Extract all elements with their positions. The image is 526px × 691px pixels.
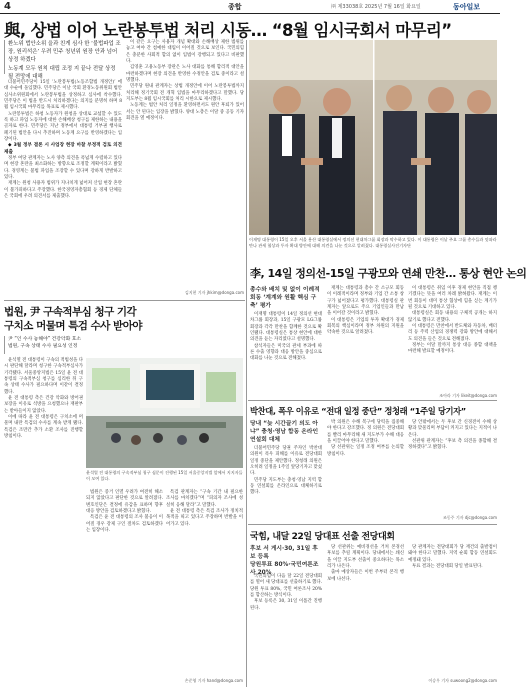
paragraph: 노동계는 법안 처리 일정을 환영하면서도 원안 후퇴가 있어서는 안 된다는 입장을 밝혔다. 양대 노총은 이달 중 공동 기자회견을 열 예정이다. bbox=[126, 103, 244, 122]
bottom-story-byline: 이승우 기자 suwoong2@donga.com bbox=[428, 678, 497, 683]
paragraph: 당 안팎에서는 두 후보 간 신경전이 수해 상황과 맞물리며 부담이 커지고 있다는 지적이 나온다. bbox=[408, 420, 497, 438]
paragraph: 참석자들은 미국의 관세 부과에 따른 수출 영향과 대응 방안을 중심으로 대화를 나눈 것으로 전해졌다. bbox=[250, 343, 322, 362]
paragraph: 노란봉투법은 하청 노동자가 원청을 상대로 교섭할 수 있도록 하고 파업 노동자에 대한 손해배상 청구를 제한하는 내용을 골자로 한다. 민주당은 지난 정부에서 대통령 거부권 행사로 폐기된 법안을 다시 추진하며 노동계 요구를 반영하겠다는 입장이다. bbox=[4, 111, 122, 143]
feature-byline: 조아라 기자 likeit@donga.com bbox=[439, 393, 497, 398]
paragraph: 더불어민주당이 15일 ‘노란봉투법(노동조합법 개정안)’ 에대 수순에 돌입했다. 민주당은 이날 국회 환경노동위원회 법안심사소위원회에서 노란봉투법을 상정하고 심사에 착수했다. 민주당은 이 법을 반드시 처리하겠다는 의지를 분명히 하며 8월 임시국회 마무리를 목표로 제시했다. bbox=[4, 80, 122, 111]
feature-headline: 李, 14일 정의선-15일 구광모와 연쇄 만찬… 통상 현안 논의 bbox=[250, 267, 526, 280]
lead-body-col2 bbox=[126, 40, 244, 276]
paragraph: 이재명 대통령이 14일 정의선 현대차그룹 회장과, 15일 구광모 LG그룹 회장과 각각 만찬을 함께한 것으로 확인됐다. 대통령실은 통상 현안에 대한 의견을 듣는 자리였다고 설명했다. bbox=[250, 312, 322, 343]
left-story-photo-caption: 윤석열 전 대통령의 구속적부심 청구 심문이 진행된 15일 서울중앙지법 앞에서 지지자들이 모여 있다. bbox=[86, 470, 243, 481]
paragraph: 이 대통령은 만찬에서 반도체와 자동차, 배터리 등 주력 산업의 경쟁력 강화 방안에 대해서도 의견을 들은 것으로 전해졌다. bbox=[408, 324, 497, 342]
column-divider bbox=[246, 40, 247, 687]
bottom-story-headline: 국힘, 내달 22일 당대표 선출 전당대회 bbox=[250, 532, 395, 542]
left-story-photo bbox=[86, 358, 243, 468]
feature-subhead: 총수와 배치 및 없이 이례적 회동 ‘계계와 원활 핵심 구축’ 평가 bbox=[250, 287, 320, 309]
paragraph: 특검 관계자는 “구속 기간 내 필요한 조사를 마치겠다”며 “피의자 조사에 성실히 응해 달라”고 말했다. bbox=[166, 490, 243, 508]
mid-story-body-col3 bbox=[408, 420, 497, 514]
bottom-story-subhead: 후보 서 게시·30, 31일 후보 등록 당원투표 80%·국민여론조사 20% bbox=[250, 546, 319, 576]
page-masthead bbox=[0, 0, 500, 14]
left-story-body-col3 bbox=[166, 490, 243, 675]
lead-deck: 환노위 법안소위 을과 친게 심사 한 ‘불법파업 조장, 원리석은’ 우려 민주 청년위 원장 안과 넘어 상정 하겠다 노동계 모두 원칙 대립 조정 지 끝나 전달 상정 될 전망에 대해 bbox=[4, 40, 122, 74]
left-story-body-col1 bbox=[4, 358, 83, 685]
section-name: 종합 bbox=[228, 3, 242, 11]
left-story-byline: 손준영 기자 hand@donga.com bbox=[184, 678, 243, 683]
bottom-story-body-col3 bbox=[408, 545, 497, 675]
issue-meta: ㈜ 제33038호 2025년 7월 16일 화요일 bbox=[331, 4, 421, 10]
paragraph: 이 같은 요구는 사용자 개념 확대와 손해배상 제한 범위를 놓고 여야 간 첨예한 대립이 이어질 것으로 보인다. 국민의힘은 충분한 사회적 합의 없이 입법이 강행되고 있다고 비판했다. bbox=[126, 40, 244, 65]
mid-story-subhead: 당내 “늦 시간끌기 의도 아냐” 충청·영남 합동 온라인 연설회 대체 bbox=[250, 421, 319, 443]
left-story-body-col2 bbox=[86, 490, 163, 685]
inline-subhead: ◆ 3월 정부 결론 시 사업장 현장 마찰 부정적 검토 의견 제출 bbox=[4, 143, 122, 155]
left-story-headline: 법원, 尹 구속적부심 청구 기각 구치소 머물며 특검 수사 받아야 bbox=[4, 306, 142, 332]
lead-byline: 김지현 기자 jhkim@donga.com bbox=[184, 290, 244, 295]
paragraph: 정부는 이달 말까지 통상 대응 종합 대책을 마련해 발표할 예정이다. bbox=[408, 343, 497, 355]
paragraph: 이 대통령은 취임 이후 경제 현안을 직접 챙기겠다는 뜻을 여러 차례 밝혀왔다. 재계는 이번 회동이 대미 통상 협상에 힘을 싣는 계기가 될 것으로 기대하고 있다. bbox=[408, 286, 497, 311]
paragraph: 투표 결과는 전당대회 당일 발표된다. bbox=[412, 564, 483, 570]
mid-story-body-col2 bbox=[327, 420, 404, 514]
paragraph: 국민의힘이 다음 달 22일 전당대회를 열어 새 당대표를 선출하기로 했다. 당원 투표 80%, 국민 여론조사 20%를 합산하는 방식이다. bbox=[250, 574, 322, 599]
paragraph: 이에 따라 윤 전 대통령은 구치소에 머물며 내란 특검의 수사를 계속 받게 됐다. 특검은 조만간 추가 소환 조사를 진행할 방침이다. bbox=[4, 415, 83, 440]
feature-body-col1 bbox=[250, 312, 322, 392]
section-divider bbox=[4, 300, 245, 301]
lead-headline: 與, 상법 이어 노란봉투법 처리 시동… “8월 임시국회서 마무리” bbox=[4, 21, 452, 40]
paragraph: 민주당 원내 관계자는 상법 개정안에 이어 노란봉투법까지 처리해 정기국회 전 개혁 입법을 마무리하겠다고 말했다. 당 지도부는 8월 임시국회를 처리 시한으로 제시했다. bbox=[126, 84, 244, 103]
paragraph: 윤 전 대통령 측은 특검 조사가 정치적 목적을 띠고 있다고 주장하며 반발을 이어가고 있다. bbox=[166, 509, 243, 527]
paragraph: 선관위 관계자는 “후보 측 의견을 종합해 결정하겠다”고 밝혔다. bbox=[408, 439, 497, 451]
feature-body-col2 bbox=[327, 286, 404, 392]
photo-handshake-image bbox=[249, 40, 497, 235]
page-number: 4 bbox=[4, 1, 11, 12]
paragraph: 박 의원은 수해 복구에 당력을 집중해야 한다고 강조했다. 정 의원은 전당대회를 빨리 마무리해 새 지도부가 수해 대응을 이끌어야 한다고 말했다. bbox=[327, 420, 404, 445]
left-story-deck: 尹 “인 수사 놓해야” 건강악화 호소 법원, 구속 상태 수사 필요성 인정 bbox=[4, 336, 154, 354]
feature-body-col3 bbox=[408, 286, 497, 392]
paragraph: 이 대통령은 기업의 투자 확대가 경제 회복의 핵심이라며 정부 차원의 지원을 약속한 것으로 알려졌다. bbox=[327, 317, 404, 336]
section-divider bbox=[248, 400, 497, 401]
paragraph: 당 선관위는 일정 조정 여부를 논의할 방침이다. bbox=[327, 445, 404, 457]
paragraph: 윤석열 전 대통령이 구속의 적법성을 다시 판단해 달라며 청구한 구속적부심사가 기각됐다. 서울중앙지법은 15일 윤 전 대통령의 구속적부심 청구를 심리한 뒤 구속 상태 수사가 필요하다며 이같이 결정했다. bbox=[4, 358, 83, 395]
newspaper-logo: 동아일보 bbox=[453, 3, 481, 11]
lead-body-col1 bbox=[4, 80, 122, 276]
courthouse-photo-image bbox=[86, 358, 243, 468]
paragraph: 윤 전 대통령 측은 건강 악화와 방어권 보장을 이유로 석방을 요청했으나 재판부는 받아들이지 않았다. bbox=[4, 396, 83, 414]
paragraph: 법원은 증거 인멸 우려가 여전히 해소되지 않았다고 판단한 것으로 알려졌다. 변호인단은 결정에 유감을 표하며 향후 대응 방안을 검토하겠다고 밝혔다. bbox=[86, 490, 163, 515]
paragraph: 출마 예상자들은 이번 주부터 본격 행보에 나선다. bbox=[327, 570, 404, 582]
bottom-story-body-col1 bbox=[250, 574, 322, 684]
paragraph: 후보 등록은 30, 31일 이틀간 진행된다. bbox=[250, 599, 322, 611]
paragraph: 김영훈 고용노동부 장관은 노사 대화를 통해 합리적 대안을 마련하겠다며 현장 의견을 반영한 수정안을 검토 중이라고 설명했다. bbox=[126, 65, 244, 84]
paragraph: 더불어민주당 당권 주자인 박찬대 의원이 폭우 피해를 이유로 전당대회 일정 중단을 제안했다. 정청래 의원은 오히려 일정을 1주일 앞당기자고 맞섰다. bbox=[250, 446, 322, 477]
paragraph: 정부 여당 관계자는 노사 양측 의견을 폭넓게 수렴하고 있다며 현장 혼란을 최소화하는 방향으로 조정할 계획이라고 밝혔다. 경영계는 불법 파업을 조장할 수 있다며 강하게 반발하고 있다. bbox=[4, 156, 122, 181]
mid-story-body-col1 bbox=[250, 446, 322, 514]
mid-story-byline: 조동주 기자 djc@donga.com bbox=[442, 515, 497, 520]
bottom-story-body-col2 bbox=[327, 545, 404, 684]
paragraph: 특검은 윤 전 대통령의 조사 불응이 이어질 경우 강제 구인 절차도 검토하겠다는 입장이다. bbox=[86, 515, 163, 534]
paragraph: 대통령실은 회동 내용의 구체적 공개는 하지 않기로 했다고 전했다. bbox=[408, 311, 497, 323]
paragraph: 재계는 원청 사용자 범위가 지나치게 넓어져 산업 현장 혼란이 불가피하다고 주장했다. 한국경영자총협회 등 경제 단체들은 국회에 우려 의견서를 제출했다. bbox=[4, 181, 122, 200]
paragraph: 민주당 지도부는 충청·영남 지역 합동 연설회를 온라인으로 대체하기로 했다. bbox=[250, 477, 322, 496]
paragraph: 당 선관위는 예비경선을 거쳐 본경선 후보를 추릴 계획이다. 당내에서는 쇄신을 이끌 지도부 선출이 중요하다는 목소리가 나온다. bbox=[327, 545, 404, 570]
paragraph: 당 관계자는 전당대회가 당 재건의 출발점이 돼야 한다고 말했다. 지역 순회 합동 연설회도 예정돼 있다. bbox=[408, 545, 497, 563]
lead-photo bbox=[249, 40, 497, 235]
section-divider bbox=[248, 524, 497, 525]
mid-story-headline: 박찬대, 폭우 이유로 “전대 일정 중단” 정청래 “1주일 당기자” bbox=[250, 406, 466, 416]
lead-photo-caption: 이재명 대통령이 15일 오후 서울 용산 대통령실에서 정의선 현대차그룹 회장과 악수하고 있다. 이 대통령은 이날 주요 그룹 총수들과 잇따라 만나 관세 협상과 투자 확대 방안에 대해 의견을 나눈 것으로 알려졌다. 대통령실사진기자단 bbox=[249, 237, 497, 248]
paragraph: 재계는 대통령과 총수 간 소규모 회동이 이례적이라며 정부와 기업 간 소통 창구가 넓어졌다고 평가했다. 대통령실 관계자는 앞으로도 주요 기업인들과 만남을 이어갈 것이라고 밝혔다. bbox=[327, 286, 404, 317]
